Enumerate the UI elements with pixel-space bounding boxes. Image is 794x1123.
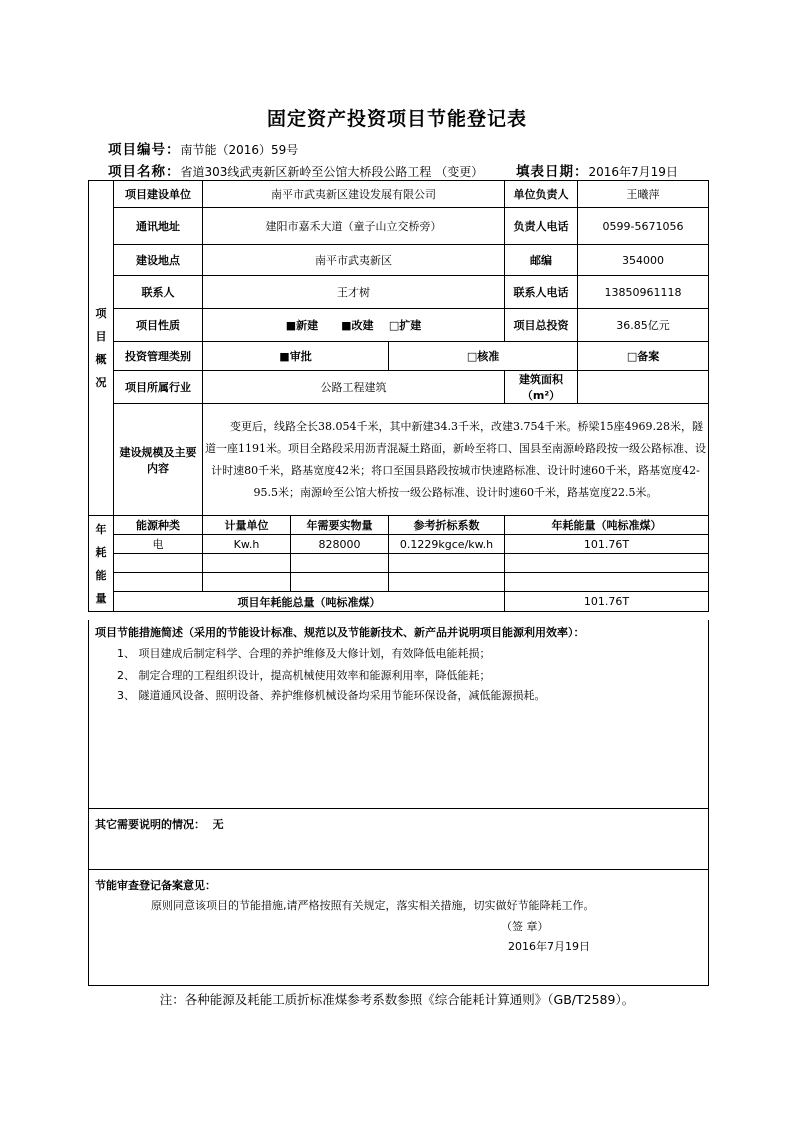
divider bbox=[89, 808, 708, 809]
description-panel bbox=[88, 620, 709, 986]
energy-header: 计量单位 bbox=[203, 516, 291, 535]
registration-table bbox=[88, 180, 709, 612]
address-label: 通讯地址 bbox=[114, 208, 203, 245]
nature-label: 项目性质 bbox=[114, 309, 203, 342]
energy-cell bbox=[114, 554, 203, 573]
energy-cell: 电 bbox=[114, 535, 203, 554]
energy-cell: 0.1229kgce/kw.h bbox=[389, 535, 505, 554]
review-label: 节能审查登记备案意见： bbox=[95, 879, 216, 892]
unit-label: 项目建设单位 bbox=[114, 181, 203, 208]
mgmt-label: 投资管理类别 bbox=[114, 342, 203, 371]
fill-date bbox=[516, 160, 678, 180]
industry-value: 公路工程建筑 bbox=[203, 371, 505, 404]
review-text: 原则同意该项目的节能措施,请严格按照有关规定，落实相关措施，切实做好节能降耗工作。 bbox=[151, 899, 595, 912]
overview-section-label: 项 目 概 况 bbox=[89, 181, 114, 516]
nature-expand: □扩建 bbox=[388, 319, 422, 332]
divider bbox=[89, 869, 708, 870]
energy-cell: 101.76T bbox=[505, 535, 709, 554]
area-value bbox=[578, 371, 709, 404]
nature-options bbox=[203, 309, 505, 342]
energy-header: 能源种类 bbox=[114, 516, 203, 535]
energy-cell bbox=[291, 573, 389, 592]
footnote: 注：各种能源及耗能工质折标准煤参考系数参照《综合能耗计算通则》（GB/T2589）。 bbox=[159, 992, 635, 1007]
energy-section-label: 年 耗 能 量 bbox=[89, 516, 114, 612]
mgmt-approve: ■审批 bbox=[203, 342, 389, 371]
energy-cell: Kw.h bbox=[203, 535, 291, 554]
scale-text: 变更后，线路全长38.054千米，其中新建34.3千米，改建3.754千米。桥梁15座4969.28米，隧道一座1191米。项目全路段采用沥青混凝土路面，新岭至将口、国县至南源岭路段按一级公路标准、设计时速80千米，路基宽度42米；将口至国县路段按城市快速路标准、设计时速60千米，路基宽度42-95.5米；南源岭至公馆大桥按一级公路标准、设计时速60千米，路基宽度22.5米。 bbox=[203, 404, 709, 516]
unit-value: 南平市武夷新区建设发展有限公司 bbox=[203, 181, 505, 208]
other-value: 无 bbox=[212, 818, 224, 831]
mgmt-record: □备案 bbox=[578, 342, 709, 371]
energy-cell bbox=[505, 554, 709, 573]
table-row bbox=[89, 535, 709, 554]
industry-label: 项目所属行业 bbox=[114, 371, 203, 404]
contact-phone-label: 联系人电话 bbox=[505, 276, 578, 309]
project-name bbox=[108, 160, 483, 180]
form-title: 固定资产投资项目节能登记表 bbox=[266, 108, 527, 130]
leader-value: 王曦萍 bbox=[578, 181, 709, 208]
energy-total-value: 101.76T bbox=[505, 592, 709, 612]
site-label: 建设地点 bbox=[114, 245, 203, 276]
postcode-value: 354000 bbox=[578, 245, 709, 276]
fill-date-label: 填表日期： bbox=[516, 164, 589, 180]
site-value: 南平市武夷新区 bbox=[203, 245, 505, 276]
project-name-label: 项目名称： bbox=[108, 164, 181, 180]
measure-item: 2、 制定合理的工程组织设计，提高机械使用效率和能源利用率，降低能耗； bbox=[117, 669, 491, 682]
project-number-value: 南节能（2016）59号 bbox=[180, 143, 299, 157]
mgmt-verify: □核准 bbox=[389, 342, 578, 371]
energy-cell bbox=[114, 573, 203, 592]
review-date: 2016年7月19日 bbox=[508, 940, 590, 953]
leader-label: 单位负责人 bbox=[505, 181, 578, 208]
investment-value: 36.85亿元 bbox=[578, 309, 709, 342]
energy-cell bbox=[389, 554, 505, 573]
postcode-label: 邮编 bbox=[505, 245, 578, 276]
nature-rebuild: ■改建 bbox=[341, 319, 374, 332]
nature-new: ■新建 bbox=[285, 319, 319, 332]
contact-value: 王才树 bbox=[203, 276, 505, 309]
project-name-value: 省道303线武夷新区新岭至公馆大桥段公路工程 （变更） bbox=[180, 165, 484, 179]
contact-phone-value: 13850961118 bbox=[578, 276, 709, 309]
area-label: 建筑面积（m²） bbox=[505, 371, 578, 404]
other-notes bbox=[95, 816, 224, 832]
table-row bbox=[89, 554, 709, 573]
table-row bbox=[89, 573, 709, 592]
energy-header: 参考折标系数 bbox=[389, 516, 505, 535]
measure-item: 3、 隧道通风设备、照明设备、养护维修机械设备均采用节能环保设备，减低能源损耗。 bbox=[117, 689, 546, 702]
address-value: 建阳市嘉禾大道（童子山立交桥旁） bbox=[203, 208, 505, 245]
energy-cell bbox=[291, 554, 389, 573]
review-seal: （签 章） bbox=[501, 920, 549, 933]
other-label: 其它需要说明的情况： bbox=[95, 818, 205, 831]
measure-item: 1、 项目建成后制定科学、合理的养护维修及大修计划，有效降低电能耗损； bbox=[117, 647, 491, 660]
energy-cell bbox=[203, 554, 291, 573]
energy-cell bbox=[389, 573, 505, 592]
leader-phone-label: 负责人电话 bbox=[505, 208, 578, 245]
energy-total-label: 项目年耗能总量（吨标准煤） bbox=[114, 592, 505, 612]
leader-phone-value: 0599-5671056 bbox=[578, 208, 709, 245]
energy-cell bbox=[505, 573, 709, 592]
investment-label: 项目总投资 bbox=[505, 309, 578, 342]
scale-label: 建设规模及主要内容 bbox=[114, 404, 203, 516]
energy-cell: 828000 bbox=[291, 535, 389, 554]
energy-cell bbox=[203, 573, 291, 592]
project-number bbox=[108, 138, 298, 158]
project-number-label: 项目编号： bbox=[108, 142, 181, 158]
measures-title: 项目节能措施简述（采用的节能设计标准、规范以及节能新技术、新产品并说明项目能源利用效率）： bbox=[95, 626, 585, 639]
energy-header: 年耗能量（吨标准煤） bbox=[505, 516, 709, 535]
fill-date-value: 2016年7月19日 bbox=[588, 165, 678, 179]
contact-label: 联系人 bbox=[114, 276, 203, 309]
energy-header: 年需要实物量 bbox=[291, 516, 389, 535]
